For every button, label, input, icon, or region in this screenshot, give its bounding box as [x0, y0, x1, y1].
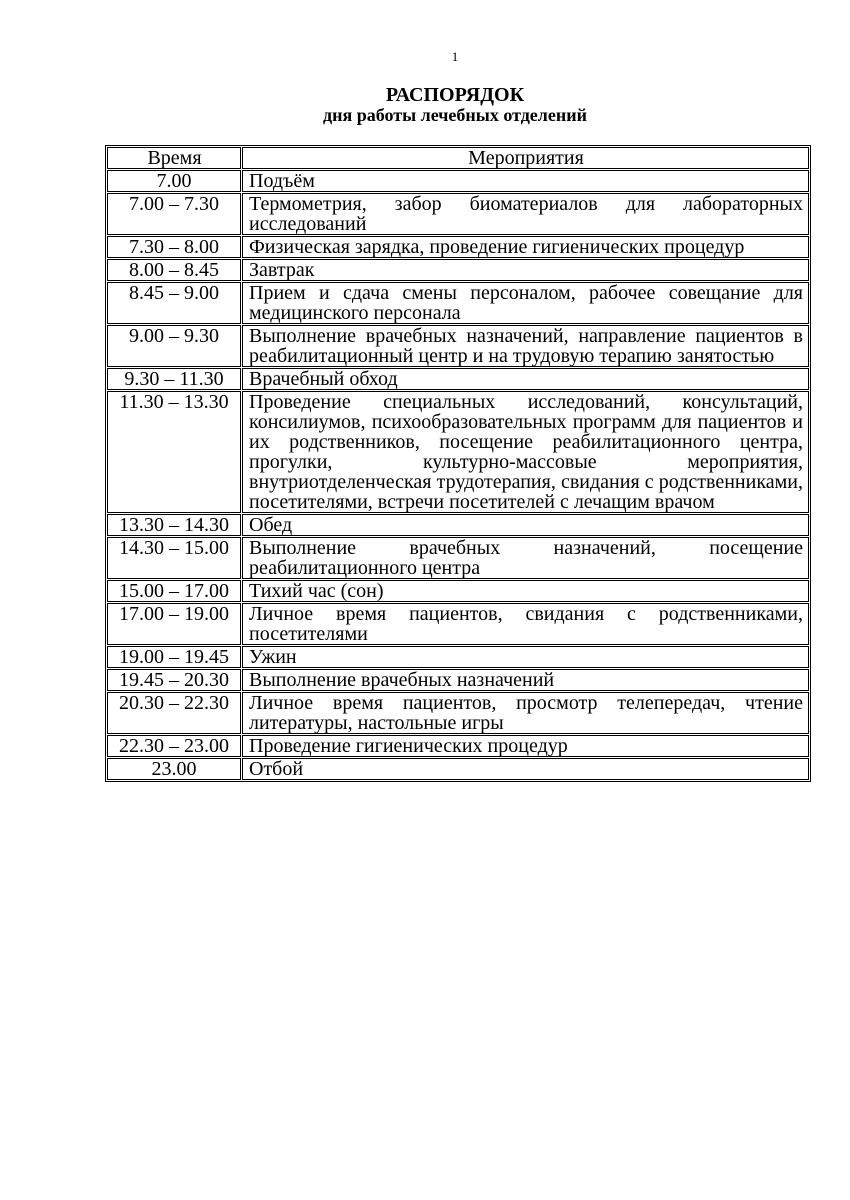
time-cell: 20.30 – 22.30 — [107, 692, 241, 734]
table-row — [107, 514, 809, 536]
time-cell: 8.00 – 8.45 — [107, 259, 241, 281]
table-row — [107, 170, 809, 192]
activity-cell: Обед — [242, 514, 809, 536]
time-cell: 19.45 – 20.30 — [107, 669, 241, 691]
time-cell: 9.30 – 11.30 — [107, 368, 241, 390]
table-row — [107, 646, 809, 668]
activity-cell: Завтрак — [242, 259, 809, 281]
table-row — [107, 692, 809, 734]
page-subtitle: дня работы лечебных отделений — [322, 105, 587, 125]
time-cell: 13.30 – 14.30 — [107, 514, 241, 536]
time-cell: 22.30 – 23.00 — [107, 735, 241, 757]
activity-cell: Личное время пациентов, свидания с родственниками, посетителями — [242, 603, 809, 645]
time-cell: 15.00 – 17.00 — [107, 580, 241, 602]
table-row — [107, 603, 809, 645]
time-cell: 7.00 – 7.30 — [107, 193, 241, 235]
activity-cell: Термометрия, забор биоматериалов для лабораторных исследований — [242, 193, 809, 235]
schedule-table — [105, 145, 811, 782]
activity-cell: Врачебный обход — [242, 368, 809, 390]
time-cell: 17.00 – 19.00 — [107, 603, 241, 645]
time-cell: 14.30 – 15.00 — [107, 537, 241, 579]
table-row — [107, 580, 809, 602]
table-row — [107, 758, 809, 780]
table-row — [107, 325, 809, 367]
page-title: РАСПОРЯДОК — [385, 84, 525, 106]
activity-cell: Подъём — [242, 170, 809, 192]
time-cell: 7.30 – 8.00 — [107, 236, 241, 258]
activity-cell: Отбой — [242, 758, 809, 780]
table-row — [107, 391, 809, 513]
table-row — [107, 669, 809, 691]
table-row — [107, 368, 809, 390]
activity-cell: Физическая зарядка, проведение гигиенических процедур — [242, 236, 809, 258]
column-header-time: Время — [107, 147, 241, 169]
time-cell: 23.00 — [107, 758, 241, 780]
activity-cell: Проведение специальных исследований, консультаций, консилиумов, психообразовательных программ для пациентов и их родственников, посещение реабилитационного центра, прогулки, культурно-массовые мероприятия, внутриотделенческая трудотерапия, свидания с родственниками, посетителями, встречи посетителей с лечащим врачом — [242, 391, 809, 513]
time-cell: 9.00 – 9.30 — [107, 325, 241, 367]
table-row — [107, 282, 809, 324]
table-row — [107, 193, 809, 235]
activity-cell: Выполнение врачебных назначений, направление пациентов в реабилитационный центр и на трудовую терапию занятостью — [242, 325, 809, 367]
time-cell: 11.30 – 13.30 — [107, 391, 241, 513]
activity-cell: Проведение гигиенических процедур — [242, 735, 809, 757]
table-row — [107, 259, 809, 281]
table-row — [107, 537, 809, 579]
column-header-activity: Мероприятия — [242, 147, 809, 169]
page-number: 1 — [451, 49, 459, 64]
time-cell: 7.00 — [107, 170, 241, 192]
time-cell: 8.45 – 9.00 — [107, 282, 241, 324]
table-row — [107, 735, 809, 757]
activity-cell: Тихий час (сон) — [242, 580, 809, 602]
activity-cell: Выполнение врачебных назначений, посещение реабилитационного центра — [242, 537, 809, 579]
activity-cell: Личное время пациентов, просмотр телепередач, чтение литературы, настольные игры — [242, 692, 809, 734]
activity-cell: Выполнение врачебных назначений — [242, 669, 809, 691]
time-cell: 19.00 – 19.45 — [107, 646, 241, 668]
activity-cell: Ужин — [242, 646, 809, 668]
table-row — [107, 236, 809, 258]
activity-cell: Прием и сдача смены персоналом, рабочее совещание для медицинского персонала — [242, 282, 809, 324]
table-header-row — [107, 147, 809, 169]
